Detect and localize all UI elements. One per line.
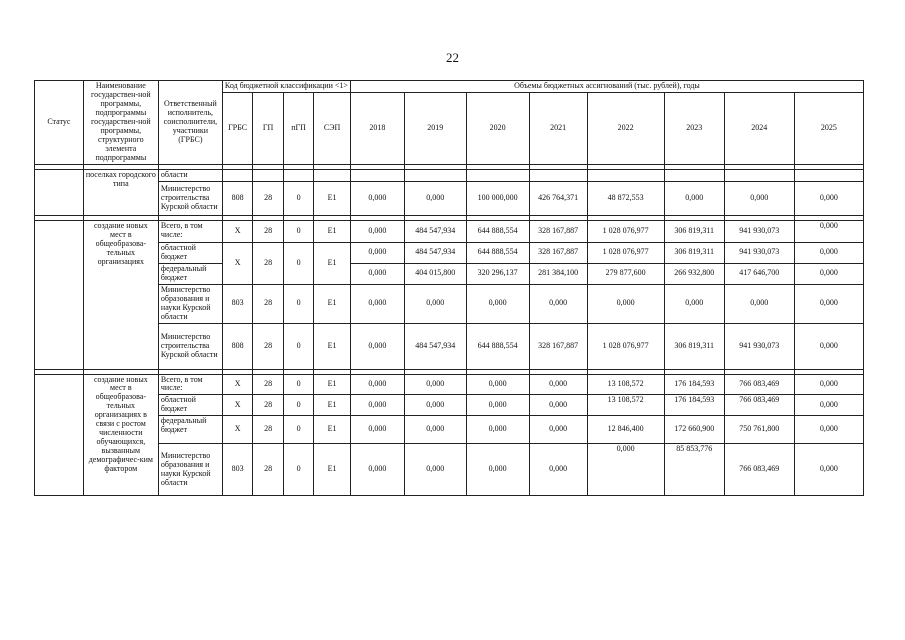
value-cell: 266 932,800 bbox=[664, 263, 724, 284]
table-row bbox=[35, 169, 864, 181]
code-cell: 803 bbox=[222, 444, 252, 496]
code-header: СЭП bbox=[314, 92, 351, 164]
year-header: 2019 bbox=[404, 92, 466, 164]
code-cell: 0 bbox=[283, 374, 313, 395]
value-cell: 0,000 bbox=[350, 323, 404, 369]
code-cell: 0 bbox=[283, 416, 313, 444]
code-cell: 0 bbox=[283, 284, 313, 323]
value-cell: 1 028 076,977 bbox=[587, 242, 664, 263]
value-cell: 0,000 bbox=[794, 284, 863, 323]
code-cell: Е1 bbox=[314, 220, 351, 242]
value-cell: 0,000 bbox=[466, 395, 529, 416]
value-cell: 0,000 bbox=[350, 284, 404, 323]
code-cell: 0 bbox=[283, 181, 313, 215]
code-cell: 808 bbox=[222, 323, 252, 369]
participant-cell: областной бюджет bbox=[158, 395, 222, 416]
value-cell: 0,000 bbox=[350, 242, 404, 263]
code-cell: 803 bbox=[222, 284, 252, 323]
value-cell: 0,000 bbox=[466, 416, 529, 444]
code-cell: 28 bbox=[253, 444, 283, 496]
volume-group-header: Объемы бюджетных ассигнований (тыс. рублей), годы bbox=[350, 81, 863, 93]
code-cell: 28 bbox=[253, 284, 283, 323]
value-cell: 941 930,073 bbox=[724, 220, 794, 242]
participant-cell: Министерство образования и науки Курской области bbox=[158, 284, 222, 323]
responsible-header: Ответственный исполнитель, соисполнители, участники (ГРБС) bbox=[158, 81, 222, 165]
value-cell: 13 108,572 bbox=[587, 374, 664, 395]
value-cell: 0,000 bbox=[529, 444, 587, 496]
code-cell: Е1 bbox=[314, 416, 351, 444]
element-name: создание новых мест в общеобразова-тельных организациях bbox=[83, 220, 158, 369]
status-cell bbox=[35, 374, 84, 496]
participant-cell: федеральный бюджет bbox=[158, 263, 222, 284]
status-cell bbox=[35, 169, 84, 215]
element-name: поселках городского типа bbox=[83, 169, 158, 215]
status-cell bbox=[35, 220, 84, 369]
code-cell: 0 bbox=[283, 395, 313, 416]
value-cell: 426 764,371 bbox=[529, 181, 587, 215]
value-cell: 0,000 bbox=[587, 444, 664, 496]
value-cell: 0,000 bbox=[794, 181, 863, 215]
value-cell: 0,000 bbox=[350, 444, 404, 496]
value-cell: 0,000 bbox=[529, 416, 587, 444]
code-cell: Х bbox=[222, 242, 252, 284]
value-cell: 0,000 bbox=[794, 416, 863, 444]
code-cell: 808 bbox=[222, 181, 252, 215]
value-cell: 0,000 bbox=[466, 444, 529, 496]
code-cell: Е1 bbox=[314, 284, 351, 323]
code-header: пГП bbox=[283, 92, 313, 164]
value-cell: 0,000 bbox=[794, 444, 863, 496]
value-cell: 0,000 bbox=[404, 374, 466, 395]
participant-cell: Министерство образования и науки Курской области bbox=[158, 444, 222, 496]
participant-cell: Всего, в том числе: bbox=[158, 374, 222, 395]
element-name: создание новых мест в общеобразова-тельных организациях в связи с ростом численности обучающихся, вызванным демографичес-ким фактором bbox=[83, 374, 158, 496]
value-cell: 48 872,553 bbox=[587, 181, 664, 215]
value-cell: 0,000 bbox=[350, 263, 404, 284]
value-cell: 417 646,700 bbox=[724, 263, 794, 284]
year-header: 2018 bbox=[350, 92, 404, 164]
value-cell: 766 083,469 bbox=[724, 374, 794, 395]
status-header: Статус bbox=[35, 81, 84, 165]
value-cell: 0,000 bbox=[664, 181, 724, 215]
table-row bbox=[35, 263, 864, 284]
value-cell: 0,000 bbox=[404, 181, 466, 215]
year-header: 2021 bbox=[529, 92, 587, 164]
value-cell: 0,000 bbox=[350, 374, 404, 395]
value-cell: 12 846,400 bbox=[587, 416, 664, 444]
value-cell: 279 877,600 bbox=[587, 263, 664, 284]
code-cell: 0 bbox=[283, 220, 313, 242]
code-group-header: Код бюджетной классификации <1> bbox=[222, 81, 350, 93]
participant-cell: Министерство строительства Курской области bbox=[158, 323, 222, 369]
year-header: 2022 bbox=[587, 92, 664, 164]
code-cell: Е1 bbox=[314, 395, 351, 416]
value-cell: 320 296,137 bbox=[466, 263, 529, 284]
value-cell: 176 184,593 bbox=[664, 395, 724, 416]
code-header: ГРБС bbox=[222, 92, 252, 164]
participant-cell: федеральный бюджет bbox=[158, 416, 222, 444]
value-cell: 306 819,311 bbox=[664, 242, 724, 263]
value-cell: 0,000 bbox=[794, 323, 863, 369]
code-cell: Х bbox=[222, 220, 252, 242]
value-cell: 172 660,900 bbox=[664, 416, 724, 444]
value-cell: 328 167,887 bbox=[529, 242, 587, 263]
code-cell: 0 bbox=[283, 323, 313, 369]
table-row bbox=[35, 416, 864, 444]
value-cell: 0,000 bbox=[404, 444, 466, 496]
code-header: ГП bbox=[253, 92, 283, 164]
value-cell: 404 015,800 bbox=[404, 263, 466, 284]
participant-cell: области bbox=[158, 169, 222, 181]
value-cell: 0,000 bbox=[794, 242, 863, 263]
header-row-1 bbox=[35, 81, 864, 93]
value-cell: 13 108,572 bbox=[587, 395, 664, 416]
value-cell: 0,000 bbox=[794, 374, 863, 395]
year-header: 2025 bbox=[794, 92, 863, 164]
value-cell: 941 930,073 bbox=[724, 323, 794, 369]
year-header: 2023 bbox=[664, 92, 724, 164]
value-cell: 328 167,887 bbox=[529, 323, 587, 369]
value-cell: 306 819,311 bbox=[664, 323, 724, 369]
budget-table bbox=[34, 80, 864, 496]
name-header: Наименование государствен-ной программы, подпрограммы государствен-ной программы, структурного элемента подпрограммы bbox=[83, 81, 158, 165]
value-cell: 176 184,593 bbox=[664, 374, 724, 395]
value-cell: 85 853,776 bbox=[664, 444, 724, 496]
code-cell: Х bbox=[222, 374, 252, 395]
value-cell: 100 000,000 bbox=[466, 181, 529, 215]
code-cell: 28 bbox=[253, 220, 283, 242]
value-cell: 0,000 bbox=[664, 284, 724, 323]
value-cell: 0,000 bbox=[529, 284, 587, 323]
value-cell: 941 930,073 bbox=[724, 242, 794, 263]
code-cell: Х bbox=[222, 395, 252, 416]
value-cell: 0,000 bbox=[724, 181, 794, 215]
value-cell: 644 888,554 bbox=[466, 220, 529, 242]
value-cell: 750 761,800 bbox=[724, 416, 794, 444]
code-cell: 28 bbox=[253, 242, 283, 284]
value-cell: 0,000 bbox=[350, 416, 404, 444]
code-cell: Е1 bbox=[314, 242, 351, 284]
code-cell: 0 bbox=[283, 444, 313, 496]
table-row bbox=[35, 323, 864, 369]
value-cell: 1 028 076,977 bbox=[587, 323, 664, 369]
value-cell: 484 547,934 bbox=[404, 220, 466, 242]
table-row bbox=[35, 395, 864, 416]
value-cell: 484 547,934 bbox=[404, 323, 466, 369]
code-cell: 28 bbox=[253, 416, 283, 444]
code-cell: Е1 bbox=[314, 323, 351, 369]
code-cell: 28 bbox=[253, 374, 283, 395]
value-cell: 281 384,100 bbox=[529, 263, 587, 284]
value-cell: 0,000 bbox=[529, 374, 587, 395]
value-cell: 0,000 bbox=[794, 220, 863, 242]
year-header: 2020 bbox=[466, 92, 529, 164]
code-cell: Е1 bbox=[314, 181, 351, 215]
code-cell: 28 bbox=[253, 323, 283, 369]
value-cell: 0,000 bbox=[587, 284, 664, 323]
table-row bbox=[35, 374, 864, 395]
participant-cell: Министерство строительства Курской области bbox=[158, 181, 222, 215]
page-number: 22 bbox=[446, 50, 459, 65]
value-cell: 644 888,554 bbox=[466, 323, 529, 369]
value-cell: 0,000 bbox=[404, 395, 466, 416]
value-cell: 644 888,554 bbox=[466, 242, 529, 263]
value-cell: 0,000 bbox=[466, 374, 529, 395]
value-cell: 0,000 bbox=[350, 395, 404, 416]
table-row bbox=[35, 444, 864, 496]
table-row bbox=[35, 284, 864, 323]
code-cell: 28 bbox=[253, 181, 283, 215]
value-cell: 484 547,934 bbox=[404, 242, 466, 263]
value-cell: 0,000 bbox=[794, 263, 863, 284]
value-cell: 328 167,887 bbox=[529, 220, 587, 242]
value-cell: 1 028 076,977 bbox=[587, 220, 664, 242]
code-cell: 0 bbox=[283, 242, 313, 284]
code-cell: Е1 bbox=[314, 374, 351, 395]
value-cell: 0,000 bbox=[794, 395, 863, 416]
code-cell: Е1 bbox=[314, 444, 351, 496]
value-cell: 766 083,469 bbox=[724, 444, 794, 496]
participant-cell: областной бюджет bbox=[158, 242, 222, 263]
value-cell: 0,000 bbox=[350, 181, 404, 215]
table-row bbox=[35, 220, 864, 242]
value-cell: 0,000 bbox=[529, 395, 587, 416]
table-row bbox=[35, 181, 864, 215]
code-cell: 28 bbox=[253, 395, 283, 416]
value-cell: 0,000 bbox=[404, 416, 466, 444]
table-row bbox=[35, 242, 864, 263]
value-cell: 0,000 bbox=[466, 284, 529, 323]
participant-cell: Всего, в том числе: bbox=[158, 220, 222, 242]
year-header: 2024 bbox=[724, 92, 794, 164]
value-cell: 0,000 bbox=[724, 284, 794, 323]
value-cell: 766 083,469 bbox=[724, 395, 794, 416]
value-cell: 0,000 bbox=[404, 284, 466, 323]
code-cell: Х bbox=[222, 416, 252, 444]
value-cell: 0,000 bbox=[350, 220, 404, 242]
value-cell: 306 819,311 bbox=[664, 220, 724, 242]
